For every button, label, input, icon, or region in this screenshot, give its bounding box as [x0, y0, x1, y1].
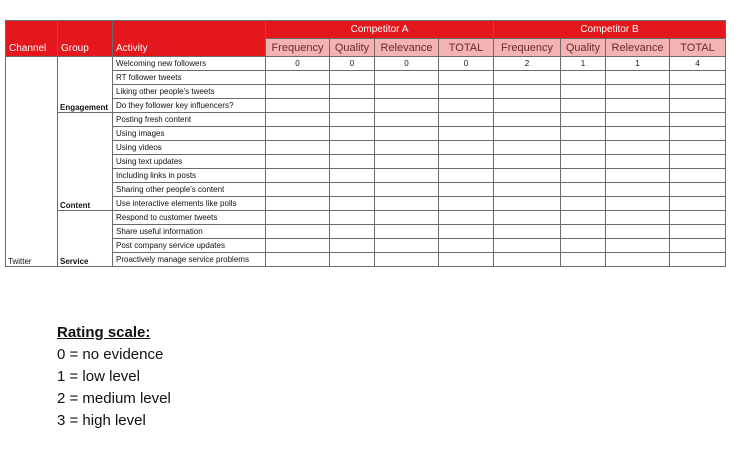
table-row [6, 99, 726, 113]
table-row [6, 225, 726, 239]
score-cell-b [494, 211, 561, 225]
table-row [6, 239, 726, 253]
score-cell-a [266, 155, 330, 169]
table-row [6, 141, 726, 155]
rating-scale [57, 322, 171, 432]
score-cell-a [266, 183, 330, 197]
score-cell-b [561, 183, 606, 197]
score-cell-a [266, 211, 330, 225]
score-cell-a [330, 155, 375, 169]
score-cell-b [494, 141, 561, 155]
score-cell-a: 0 [375, 57, 439, 71]
score-cell-b [606, 99, 670, 113]
score-cell-b [561, 141, 606, 155]
score-cell-b [561, 225, 606, 239]
table-row [6, 169, 726, 183]
score-cell-a [375, 183, 439, 197]
header-competitor-a: Competitor A [266, 21, 494, 39]
score-cell-b [494, 197, 561, 211]
score-cell-b [561, 127, 606, 141]
score-cell-b [670, 225, 726, 239]
score-cell-b [670, 211, 726, 225]
channel-cell: Twitter [6, 57, 58, 267]
score-cell-a [439, 85, 494, 99]
score-cell-b [561, 211, 606, 225]
score-cell-a [439, 211, 494, 225]
rating-scale-item: 3 = high level [57, 412, 146, 429]
rating-scale-item: 0 = no evidence [57, 346, 164, 363]
score-cell-b [494, 169, 561, 183]
score-cell-b [670, 169, 726, 183]
activity-cell: Using text updates [113, 155, 266, 169]
score-cell-b: 2 [494, 57, 561, 71]
score-cell-a [439, 169, 494, 183]
table-row [6, 71, 726, 85]
score-cell-a [375, 253, 439, 267]
score-cell-a [439, 197, 494, 211]
score-cell-a [330, 141, 375, 155]
score-cell-b [494, 99, 561, 113]
score-cell-a [439, 141, 494, 155]
score-cell-b [606, 197, 670, 211]
activity-cell: Proactively manage service problems [113, 253, 266, 267]
score-cell-a [330, 183, 375, 197]
score-cell-a [375, 85, 439, 99]
score-cell-a [330, 113, 375, 127]
activity-cell: Sharing other people's content [113, 183, 266, 197]
score-cell-a [266, 169, 330, 183]
table-row [6, 253, 726, 267]
score-cell-a [439, 253, 494, 267]
score-cell-a [330, 169, 375, 183]
score-cell-b [606, 155, 670, 169]
score-cell-b [606, 141, 670, 155]
score-cell-a [266, 253, 330, 267]
score-cell-b [561, 253, 606, 267]
score-cell-a [375, 169, 439, 183]
header-a-total: TOTAL [439, 39, 494, 57]
score-cell-b [670, 85, 726, 99]
score-cell-b [670, 113, 726, 127]
header-activity: Activity [113, 21, 266, 57]
table-row [6, 155, 726, 169]
score-cell-a [439, 99, 494, 113]
score-cell-a [330, 211, 375, 225]
table-row [6, 197, 726, 211]
score-cell-a: 0 [330, 57, 375, 71]
score-cell-b [561, 169, 606, 183]
score-cell-a [266, 99, 330, 113]
score-cell-a [330, 71, 375, 85]
header-b-quality: Quality [561, 39, 606, 57]
header-a-frequency: Frequency [266, 39, 330, 57]
header-channel: Channel [6, 21, 58, 57]
score-cell-b [670, 71, 726, 85]
score-cell-b: 1 [561, 57, 606, 71]
score-cell-a [439, 127, 494, 141]
score-cell-b: 1 [606, 57, 670, 71]
score-cell-a [375, 113, 439, 127]
score-cell-a [266, 239, 330, 253]
score-cell-b [670, 183, 726, 197]
group-service-cell: Service [58, 211, 113, 267]
header-b-relevance: Relevance [606, 39, 670, 57]
score-cell-b [606, 127, 670, 141]
score-cell-a [375, 71, 439, 85]
activity-cell: Using videos [113, 141, 266, 155]
score-cell-b [606, 253, 670, 267]
score-cell-a [330, 99, 375, 113]
score-cell-a [266, 197, 330, 211]
score-cell-b [670, 197, 726, 211]
score-cell-a [439, 71, 494, 85]
activity-cell: Including links in posts [113, 169, 266, 183]
score-cell-b [494, 225, 561, 239]
activity-cell: Welcoming new followers [113, 57, 266, 71]
header-b-total: TOTAL [670, 39, 726, 57]
table-row [6, 113, 726, 127]
activity-cell: Respond to customer tweets [113, 211, 266, 225]
score-cell-b [606, 225, 670, 239]
score-cell-a [375, 155, 439, 169]
score-cell-b [606, 113, 670, 127]
activity-cell: Use interactive elements like polls [113, 197, 266, 211]
table-body [6, 57, 726, 267]
score-cell-a [375, 99, 439, 113]
score-cell-a [330, 253, 375, 267]
score-cell-b [561, 113, 606, 127]
score-cell-b [494, 85, 561, 99]
score-cell-a [439, 183, 494, 197]
score-cell-a [266, 225, 330, 239]
score-cell-b [606, 85, 670, 99]
score-cell-a [266, 127, 330, 141]
score-cell-a [266, 141, 330, 155]
score-cell-b [561, 85, 606, 99]
score-cell-a: 0 [439, 57, 494, 71]
header-competitor-b: Competitor B [494, 21, 726, 39]
table-row [6, 183, 726, 197]
score-cell-a [266, 85, 330, 99]
activity-cell: RT follower tweets [113, 71, 266, 85]
score-cell-b [606, 71, 670, 85]
activity-cell: Using images [113, 127, 266, 141]
score-cell-b [494, 155, 561, 169]
table-row [6, 57, 726, 71]
score-cell-a [330, 197, 375, 211]
header-group: Group [58, 21, 113, 57]
score-cell-b [670, 141, 726, 155]
score-cell-b [606, 169, 670, 183]
score-cell-a [375, 239, 439, 253]
score-cell-b [670, 127, 726, 141]
activity-cell: Post company service updates [113, 239, 266, 253]
score-cell-b [670, 239, 726, 253]
score-cell-b [561, 155, 606, 169]
score-cell-a [439, 225, 494, 239]
score-cell-b [494, 183, 561, 197]
header-a-relevance: Relevance [375, 39, 439, 57]
table-row [6, 211, 726, 225]
score-cell-b [606, 239, 670, 253]
table-row [6, 127, 726, 141]
rating-scale-item: 1 = low level [57, 368, 140, 385]
competitor-analysis-table [5, 20, 726, 267]
score-cell-b [561, 71, 606, 85]
score-cell-a [439, 155, 494, 169]
score-cell-a [266, 71, 330, 85]
score-cell-a [330, 127, 375, 141]
score-cell-a [375, 141, 439, 155]
score-cell-b [606, 211, 670, 225]
score-cell-b [494, 113, 561, 127]
score-cell-a [439, 113, 494, 127]
activity-cell: Posting fresh content [113, 113, 266, 127]
score-cell-b [670, 99, 726, 113]
score-cell-b: 4 [670, 57, 726, 71]
score-cell-a [439, 239, 494, 253]
score-cell-a [375, 211, 439, 225]
score-cell-b [670, 253, 726, 267]
group-content-cell: Content [58, 113, 113, 211]
score-cell-b [561, 197, 606, 211]
score-cell-b [494, 127, 561, 141]
score-cell-a [375, 197, 439, 211]
score-cell-a [375, 127, 439, 141]
score-cell-a [330, 225, 375, 239]
rating-scale-item: 2 = medium level [57, 390, 171, 407]
rating-scale-title: Rating scale: [57, 324, 151, 341]
score-cell-a [266, 113, 330, 127]
score-cell-b [606, 183, 670, 197]
score-cell-b [561, 239, 606, 253]
score-cell-a [375, 225, 439, 239]
score-cell-b [494, 253, 561, 267]
score-cell-a [330, 85, 375, 99]
score-cell-b [494, 239, 561, 253]
table-row [6, 85, 726, 99]
score-cell-a [330, 239, 375, 253]
header-a-quality: Quality [330, 39, 375, 57]
activity-cell: Do they follower key influencers? [113, 99, 266, 113]
score-cell-a: 0 [266, 57, 330, 71]
header-b-frequency: Frequency [494, 39, 561, 57]
activity-cell: Share useful information [113, 225, 266, 239]
score-cell-b [670, 155, 726, 169]
score-cell-b [561, 99, 606, 113]
activity-cell: Liking other people's tweets [113, 85, 266, 99]
score-cell-b [494, 71, 561, 85]
group-engagement-cell: Engagement [58, 57, 113, 113]
